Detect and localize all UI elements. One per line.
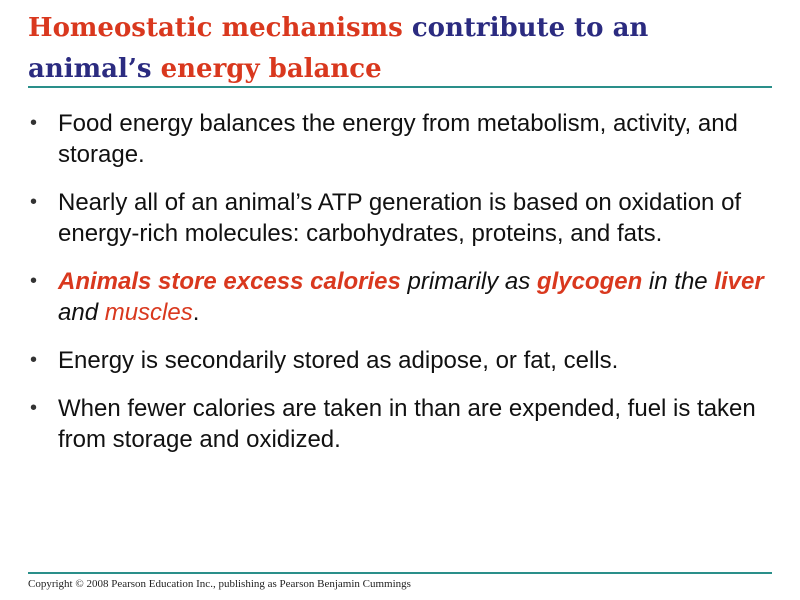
bullet-item: [28, 266, 768, 328]
bullet-dot-icon: •: [30, 270, 38, 292]
highlight-muscles: muscles: [104, 299, 193, 326]
bullet-dot-icon: •: [30, 349, 38, 371]
bullet-dot-icon: •: [30, 112, 38, 134]
slide-title: [28, 8, 768, 90]
bullet-item: [28, 108, 768, 170]
bullet-item: [28, 187, 768, 249]
text-in-the: in the: [642, 268, 715, 295]
title-part-4: energy balance: [151, 54, 382, 84]
bullet-item: [28, 345, 768, 376]
bullet-dot-icon: •: [30, 191, 38, 213]
highlight-glycogen: glycogen: [536, 268, 643, 295]
bullet-text: Nearly all of an animal’s ATP generation is based on oxidation of energy-rich molecules: carbohydrates, proteins, and fats.: [58, 189, 742, 247]
title-divider: [28, 86, 772, 88]
footer-divider: [28, 572, 772, 574]
title-part-3: animal’s: [28, 54, 152, 84]
highlight-animals-store: Animals store excess calories: [58, 268, 401, 295]
bullet-list: [28, 108, 768, 472]
title-part-1: Homeostatic mechanisms: [28, 13, 403, 43]
bullet-text: When fewer calories are taken in than are expended, fuel is taken from storage and oxidized.: [58, 395, 756, 453]
bullet-text-rich: [58, 268, 764, 326]
text-primarily-as: primarily as: [400, 268, 537, 295]
bullet-text: Food energy balances the energy from metabolism, activity, and storage.: [58, 110, 738, 168]
title-part-2: contribute to an: [402, 13, 649, 43]
bullet-text: Energy is secondarily stored as adipose, or fat, cells.: [58, 347, 619, 374]
copyright-footer: Copyright © 2008 Pearson Education Inc., publishing as Pearson Benjamin Cummings: [28, 578, 411, 590]
text-period: .: [192, 299, 200, 326]
bullet-item: [28, 393, 768, 455]
highlight-liver: liver: [714, 268, 764, 295]
bullet-dot-icon: •: [30, 397, 38, 419]
text-and: and: [58, 299, 105, 326]
